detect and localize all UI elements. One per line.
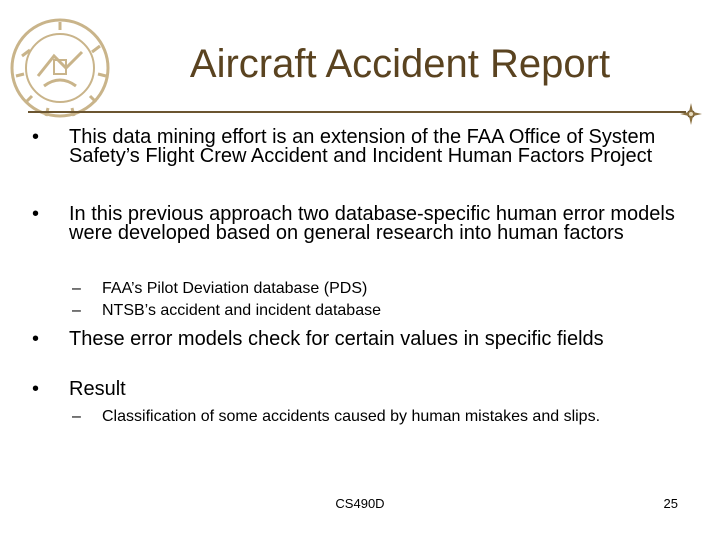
sub-bullet-text: FAA’s Pilot Deviation database (PDS) — [102, 280, 368, 297]
sub-bullet-text: Classification of some accidents caused by human mistakes and slips. — [102, 408, 601, 425]
sub-bullet-item — [72, 302, 682, 319]
bullet-marker: • — [32, 126, 40, 148]
university-seal-icon — [8, 16, 112, 120]
bullet-marker: • — [32, 378, 40, 400]
bullet-marker: • — [32, 328, 40, 350]
sub-bullet-item — [72, 408, 682, 425]
footer-page-number: 25 — [663, 496, 678, 511]
bullet-marker: • — [32, 203, 40, 225]
bullet-text: Result — [69, 378, 126, 400]
title-divider — [28, 111, 686, 113]
sub-bullet-marker: – — [72, 302, 81, 319]
sub-bullet-text: NTSB’s accident and incident database — [102, 302, 381, 319]
compass-ornament-icon — [679, 102, 703, 126]
bullet-text: These error models check for certain values in specific fields — [69, 328, 604, 350]
bullet-text: In this previous approach two database-specific human error models were developed based on general research into human factors — [69, 203, 675, 244]
slide-title: Aircraft Accident Report — [189, 42, 611, 86]
sub-bullet-item — [72, 280, 682, 297]
sub-bullet-marker: – — [72, 280, 81, 297]
footer-course-label: CS490D — [335, 496, 385, 511]
bullet-item — [32, 380, 682, 399]
bullet-text: This data mining effort is an extension of the FAA Office of System Safety’s Flight Crew Accident and Incident Human Factors Project — [69, 126, 656, 167]
bullet-item — [32, 330, 682, 349]
bullet-item — [32, 205, 682, 243]
bullet-item — [32, 128, 682, 166]
sub-bullet-marker: – — [72, 408, 81, 425]
